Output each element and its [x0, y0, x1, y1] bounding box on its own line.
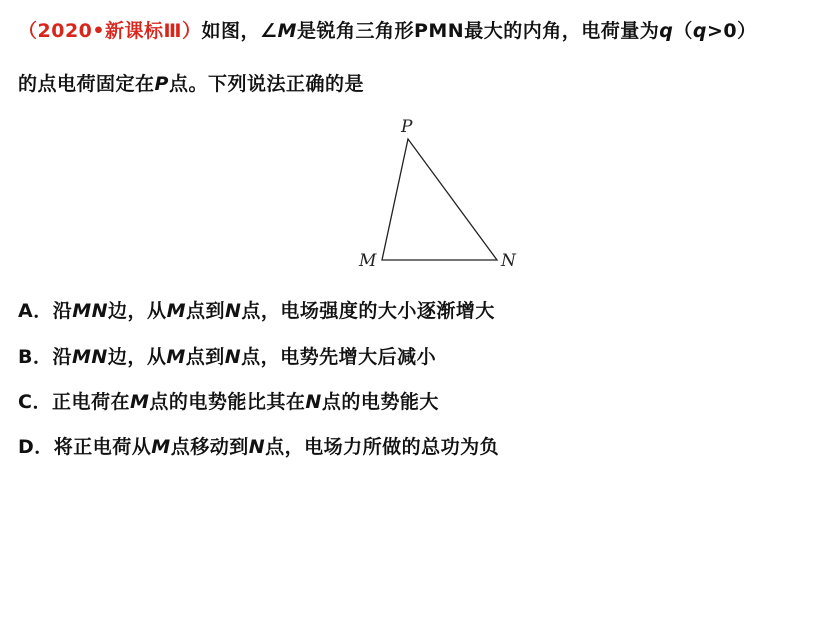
- question-text: 点。下列说法正确的是: [168, 73, 364, 95]
- var-mn: MN: [72, 300, 109, 322]
- var-q: q: [692, 20, 707, 42]
- triangle-figure: [355, 112, 535, 277]
- question-text: （: [673, 20, 693, 42]
- option-text: 点的电势能比其在: [149, 391, 306, 413]
- option-text: 沿: [52, 346, 72, 368]
- var-p: P: [154, 73, 169, 95]
- var-m: M: [277, 20, 297, 42]
- option-text: 点移动到: [170, 436, 249, 458]
- option-letter: A．: [18, 300, 53, 322]
- question-text: 的点电荷固定在: [18, 73, 155, 95]
- option-text: 沿: [52, 300, 73, 322]
- label-m: M: [359, 251, 377, 271]
- option-text: 正电荷在: [51, 391, 130, 413]
- option-letter: B．: [18, 346, 53, 368]
- question-line-1: [18, 16, 757, 43]
- question-line-2: [18, 69, 364, 96]
- question-text: 如图，∠: [201, 20, 278, 42]
- var-mn: MN: [72, 346, 108, 368]
- label-p: P: [401, 117, 413, 137]
- option-text: 点到: [185, 300, 225, 322]
- var-m: M: [166, 346, 186, 368]
- option-letter: D．: [18, 436, 54, 458]
- option-letter: C．: [18, 391, 52, 413]
- var-n: N: [224, 346, 242, 368]
- question-text: >0）: [706, 20, 757, 42]
- triangle-pmn: [382, 139, 497, 260]
- label-n: N: [501, 251, 516, 271]
- source-tag: （2020•新课标Ⅲ）: [18, 20, 202, 42]
- option-text: 边，从: [108, 300, 167, 322]
- var-q: q: [659, 20, 674, 42]
- option-text: 点的电势能大: [321, 391, 439, 413]
- var-n: N: [248, 436, 266, 458]
- option-text: 点，电势先增大后减小: [241, 346, 437, 368]
- var-m: M: [166, 300, 186, 322]
- var-m: M: [129, 391, 150, 413]
- option-a[interactable]: [18, 296, 495, 323]
- option-c[interactable]: [18, 387, 439, 414]
- option-text: 点到: [185, 346, 225, 368]
- var-n: N: [305, 391, 322, 413]
- var-m: M: [151, 436, 171, 458]
- option-b[interactable]: [18, 342, 436, 369]
- option-text: 点，电场强度的大小逐渐增大: [241, 300, 495, 322]
- option-text: 边，从: [107, 346, 167, 368]
- var-n: N: [225, 300, 242, 322]
- option-text: 点，电场力所做的总功为负: [265, 436, 500, 458]
- option-d[interactable]: [18, 432, 499, 459]
- option-text: 将正电荷从: [53, 436, 152, 458]
- question-text: 是锐角三角形PMN最大的内角，电荷量为: [296, 20, 660, 42]
